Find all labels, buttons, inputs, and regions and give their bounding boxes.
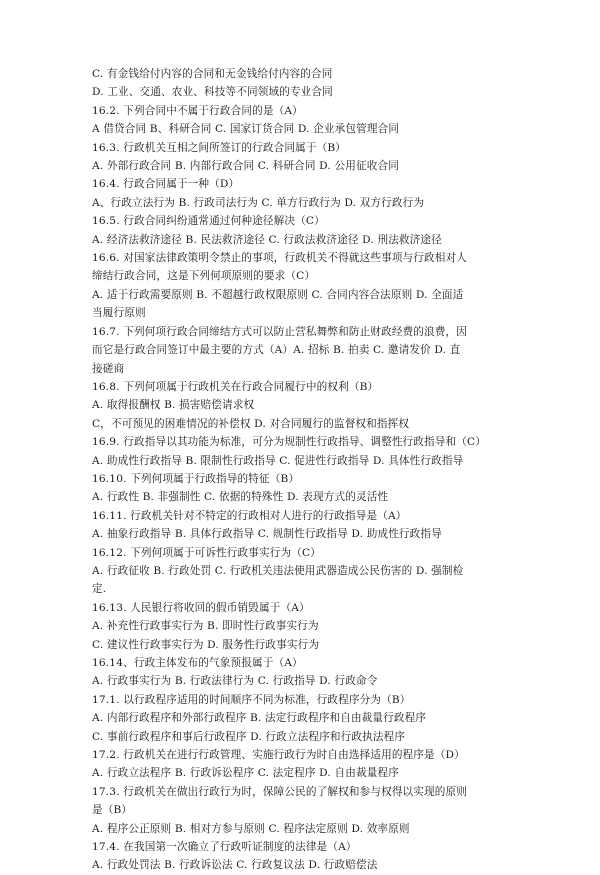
text-line: 17.4. 在我国第一次确立了行政听证制度的法律是（A） — [92, 841, 357, 854]
text-line: 16.11. 行政机关针对不特定的行政相对人进行的行政指导是（A） — [92, 509, 407, 522]
text-line: A. 行政性 B. 非强制性 C. 依据的特殊性 D. 表现方式的灵活性 — [92, 491, 389, 504]
text-line: 16.9. 行政指导以其功能为标准，可分为规制性行政指导、调整性行政指导和（C） — [92, 436, 487, 449]
text-line: 接磋商 — [92, 362, 125, 375]
text-line: A. 内部行政程序和外部行政程序 B. 法定行政程序和自由裁量行政程序 — [92, 712, 427, 725]
text-line: 16.5. 行政合同纠纷通常通过何种途径解决（C） — [92, 215, 325, 228]
text-line: 16.13. 人民银行将收回的假币销毁属于（A） — [92, 601, 310, 614]
text-line: 缔结行政合同，这是下列何项原则的要求（C） — [92, 270, 316, 283]
text-line: 16.14、行政主体发布的气象预报属于（A） — [92, 657, 303, 669]
text-line: D. 工业、交通、农业、科技等不同领域的专业合同 — [92, 86, 333, 99]
text-line: C. 有金钱给付内容的合同和无金钱给付内容的合同 — [92, 68, 333, 80]
text-line: 16.10. 下列何项属于行政指导的特征（B） — [92, 472, 300, 485]
text-line: 而它是行政合同签订中最主要的方式（A）A. 招标 B. 拍卖 C. 邀请发价 D. 直 — [92, 344, 461, 357]
text-line: A. 行政征收 B. 行政处罚 C. 行政机关违法使用武器造成公民伤害的 D. 强制检 — [92, 564, 464, 577]
text-line: A. 抽象行政指导 B. 具体行政指导 C. 规制性行政指导 D. 助成性行政指导 — [92, 528, 442, 541]
text-line: 16.4. 行政合同属于一种（D） — [92, 178, 240, 191]
text-line: A. 助成性行政指导 B. 限制性行政指导 C. 促进性行政指导 D. 具体性行政指导 — [92, 454, 464, 467]
text-line: 16.7. 下列何项行政合同缔结方式可以防止营私舞弊和防止财政经费的浪费，因 — [92, 325, 468, 338]
text-line: 16.6. 对国家法律政策明令禁止的事项，行政机关不得就这些事项与行政相对人 — [92, 252, 468, 265]
text-line: A. 行政立法程序 B. 行政诉讼程序 C. 法定程序 D. 自由裁量程序 — [92, 767, 399, 780]
text-line: A. 经济法救济途径 B. 民法救济途径 C. 行政法救济途径 D. 刑法救济途径 — [92, 233, 442, 246]
text-line: A. 外部行政合同 B. 内部行政合同 C. 科研合同 D. 公用征收合同 — [92, 160, 399, 173]
text-line: 17.3. 行政机关在做出行政行为时，保障公民的了解权和参与权得以实现的原则 — [92, 785, 468, 798]
text-line: 17.2. 行政机关在进行行政管理、实施行政行为时自由选择适用的程序是（D） — [92, 749, 465, 762]
text-line: A. 补充性行政事实行为 B. 即时性行政事实行为 — [92, 620, 319, 633]
text-line: 定. — [92, 583, 107, 596]
text-line: 当履行原则 — [92, 307, 146, 320]
text-line: C. 事前行政程序和事后行政程序 D. 行政立法程序和行政执法程序 — [92, 730, 406, 743]
text-line: A. 适于行政需要原则 B. 不超越行政权限原则 C. 合同内容合法原则 D. 全面适 — [92, 288, 464, 301]
text-line: 是（B） — [92, 804, 133, 817]
text-line: 17.1. 以行政程序适用的时间顺序不同为标准，行政程序分为（B） — [92, 693, 411, 706]
text-line: A. 行政事实行为 B. 行政法律行为 C. 行政指导 D. 行政命令 — [92, 675, 378, 688]
text-line: A、行政立法行为 B. 行政司法行为 C. 单方行政行为 D. 双方行政行为 — [92, 196, 425, 209]
text-line: C. 建议性行政事实行为 D. 服务性行政事实行为 — [92, 638, 320, 651]
text-line: C，不可预见的困难情况的补偿权 D. 对合同履行的监督权和指挥权 — [92, 417, 410, 430]
text-line: 16.2. 下列合同中不属于行政合同的是（A） — [92, 104, 303, 117]
text-line: 16.8. 下列何项属于行政机关在行政合同履行中的权利（B） — [92, 380, 379, 393]
text-line: 16.12. 下列何项属于可诉性行政事实行为（C） — [92, 546, 322, 559]
text-line: A. 行政处罚法 B. 行政诉讼法 C. 行政复议法 D. 行政赔偿法 — [92, 859, 378, 872]
text-line: A. 程序公正原则 B. 相对方参与原则 C. 程序法定原则 D. 效率原则 — [92, 822, 410, 835]
text-line: 16.3. 行政机关互相之间所签订的行政合同属于（B） — [92, 141, 347, 154]
document-page — [92, 65, 512, 875]
text-line: A 借贷合同 B、科研合同 C. 国家订货合同 D. 企业承包管理合同 — [92, 123, 400, 136]
text-line: A. 取得报酬权 B. 损害赔偿请求权 — [92, 399, 255, 412]
